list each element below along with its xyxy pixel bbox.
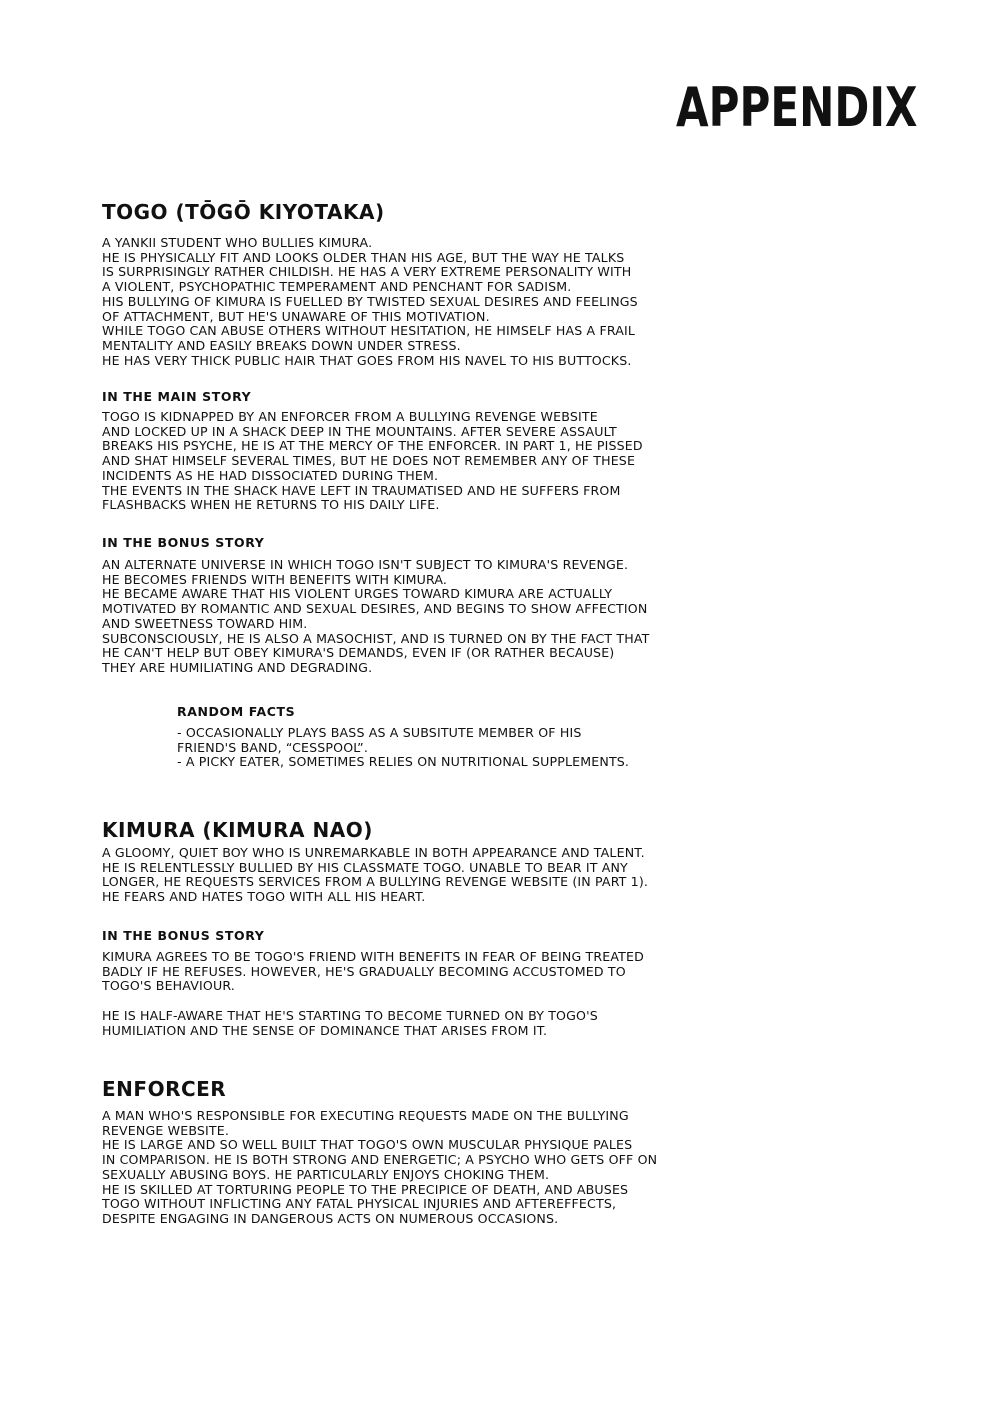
kimura-bonus-story-heading: IN THE BONUS STORY	[102, 928, 265, 943]
text-line: BREAKS HIS PSYCHE, HE IS AT THE MERCY OF THE ENFORCER. IN PART 1, HE PISSED	[102, 438, 643, 454]
text-line: A YANKII STUDENT WHO BULLIES KIMURA.	[102, 235, 373, 250]
text-line: REVENGE WEBSITE.	[102, 1122, 230, 1138]
text-line: AND SHAT HIMSELF SEVERAL TIMES, BUT HE DOES NOT REMEMBER ANY OF THESE	[102, 453, 636, 469]
text-line: TOGO WITHOUT INFLICTING ANY FATAL PHYSICAL INJURIES AND AFTEREFFECTS,	[102, 1196, 617, 1212]
text-line: HE HAS VERY THICK PUBLIC HAIR THAT GOES FROM HIS NAVEL TO HIS BUTTOCKS.	[102, 352, 632, 368]
togo-intro	[102, 236, 742, 368]
text-line: AN ALTERNATE UNIVERSE IN WHICH TOGO ISN'T SUBJECT TO KIMURA'S REVENGE.	[102, 557, 629, 572]
random-facts	[177, 726, 817, 770]
text-line: TOGO IS KIDNAPPED BY AN ENFORCER FROM A BULLYING REVENGE WEBSITE	[102, 409, 598, 424]
text-line: OF ATTACHMENT, BUT HE'S UNAWARE OF THIS MOTIVATION.	[102, 308, 490, 324]
text-line: MENTALITY AND EASILY BREAKS DOWN UNDER STRESS.	[102, 337, 461, 353]
list-item: - OCCASIONALLY PLAYS BASS AS A SUBSITUTE MEMBER OF HIS	[177, 725, 582, 740]
text-line: DESPITE ENGAGING IN DANGEROUS ACTS ON NUMEROUS OCCASIONS.	[102, 1210, 559, 1226]
text-line: AND LOCKED UP IN A SHACK DEEP IN THE MOUNTAINS. AFTER SEVERE ASSAULT	[102, 423, 617, 439]
kimura-intro	[102, 846, 742, 905]
page-title: APPENDIX	[676, 76, 918, 139]
text-line: HE IS HALF-AWARE THAT HE'S STARTING TO BECOME TURNED ON BY TOGO'S	[102, 1008, 598, 1023]
text-line: HIS BULLYING OF KIMURA IS FUELLED BY TWISTED SEXUAL DESIRES AND FEELINGS	[102, 293, 638, 309]
kimura-heading: KIMURA (KIMURA NAO)	[102, 818, 373, 842]
text-line: A MAN WHO'S RESPONSIBLE FOR EXECUTING REQUESTS MADE ON THE BULLYING	[102, 1108, 629, 1123]
togo-heading: TOGO (TŌGŌ KIYOTAKA)	[102, 200, 385, 224]
text-line: HE BECAME AWARE THAT HIS VIOLENT URGES TOWARD KIMURA ARE ACTUALLY	[102, 586, 613, 602]
kimura-bonus-story-continued	[102, 1009, 742, 1038]
text-line: A VIOLENT, PSYCHOPATHIC TEMPERAMENT AND PENCHANT FOR SADISM.	[102, 279, 572, 295]
text-line: HUMILIATION AND THE SENSE OF DOMINANCE THAT ARISES FROM IT.	[102, 1022, 548, 1038]
togo-main-story-heading: IN THE MAIN STORY	[102, 389, 252, 404]
text-line: SUBCONSCIOUSLY, HE IS ALSO A MASOCHIST, AND IS TURNED ON BY THE FACT THAT	[102, 630, 650, 646]
text-line: THE EVENTS IN THE SHACK HAVE LEFT IN TRAUMATISED AND HE SUFFERS FROM	[102, 482, 621, 498]
text-line: HE IS LARGE AND SO WELL BUILT THAT TOGO'S OWN MUSCULAR PHYSIQUE PALES	[102, 1137, 633, 1153]
text-line: INCIDENTS AS HE HAD DISSOCIATED DURING THEM.	[102, 467, 439, 483]
text-line: SEXUALLY ABUSING BOYS. HE PARTICULARLY ENJOYS CHOKING THEM.	[102, 1166, 550, 1182]
text-line: THEY ARE HUMILIATING AND DEGRADING.	[102, 659, 373, 675]
text-line: IN COMPARISON. HE IS BOTH STRONG AND ENERGETIC; A PSYCHO WHO GETS OFF ON	[102, 1152, 658, 1168]
text-line: MOTIVATED BY ROMANTIC AND SEXUAL DESIRES, AND BEGINS TO SHOW AFFECTION	[102, 601, 648, 617]
text-line: A GLOOMY, QUIET BOY WHO IS UNREMARKABLE IN BOTH APPEARANCE AND TALENT.	[102, 845, 645, 860]
kimura-bonus-story	[102, 950, 742, 994]
togo-bonus-story	[102, 558, 742, 676]
enforcer-heading: ENFORCER	[102, 1077, 227, 1101]
text-line: HE BECOMES FRIENDS WITH BENEFITS WITH KIMURA.	[102, 571, 448, 587]
text-line: HE CAN'T HELP BUT OBEY KIMURA'S DEMANDS, EVEN IF (OR RATHER BECAUSE)	[102, 645, 615, 661]
text-line: HE FEARS AND HATES TOGO WITH ALL HIS HEART.	[102, 889, 426, 905]
text-line: BADLY IF HE REFUSES. HOWEVER, HE'S GRADUALLY BECOMING ACCUSTOMED TO	[102, 963, 626, 979]
enforcer-intro	[102, 1109, 742, 1227]
togo-bonus-story-heading: IN THE BONUS STORY	[102, 535, 265, 550]
text-line: HE IS SKILLED AT TORTURING PEOPLE TO THE PRECIPICE OF DEATH, AND ABUSES	[102, 1181, 629, 1197]
random-facts-heading: RANDOM FACTS	[177, 704, 296, 719]
text-line: IS SURPRISINGLY RATHER CHILDISH. HE HAS A VERY EXTREME PERSONALITY WITH	[102, 264, 632, 280]
list-item: FRIEND'S BAND, “CESSPOOL”.	[177, 739, 368, 755]
text-line: FLASHBACKS WHEN HE RETURNS TO HIS DAILY LIFE.	[102, 497, 440, 513]
togo-main-story	[102, 410, 742, 513]
text-line: AND SWEETNESS TOWARD HIM.	[102, 615, 308, 631]
text-line: HE IS RELENTLESSLY BULLIED BY HIS CLASSMATE TOGO. UNABLE TO BEAR IT ANY	[102, 859, 628, 875]
text-line: LONGER, HE REQUESTS SERVICES FROM A BULLYING REVENGE WEBSITE (IN PART 1).	[102, 874, 649, 890]
text-line: KIMURA AGREES TO BE TOGO'S FRIEND WITH BENEFITS IN FEAR OF BEING TREATED	[102, 949, 644, 964]
text-line: WHILE TOGO CAN ABUSE OTHERS WITHOUT HESITATION, HE HIMSELF HAS A FRAIL	[102, 323, 636, 339]
list-item: - A PICKY EATER, SOMETIMES RELIES ON NUTRITIONAL SUPPLEMENTS.	[177, 754, 630, 770]
text-line: TOGO'S BEHAVIOUR.	[102, 978, 235, 994]
text-line: HE IS PHYSICALLY FIT AND LOOKS OLDER THAN HIS AGE, BUT THE WAY HE TALKS	[102, 249, 625, 265]
